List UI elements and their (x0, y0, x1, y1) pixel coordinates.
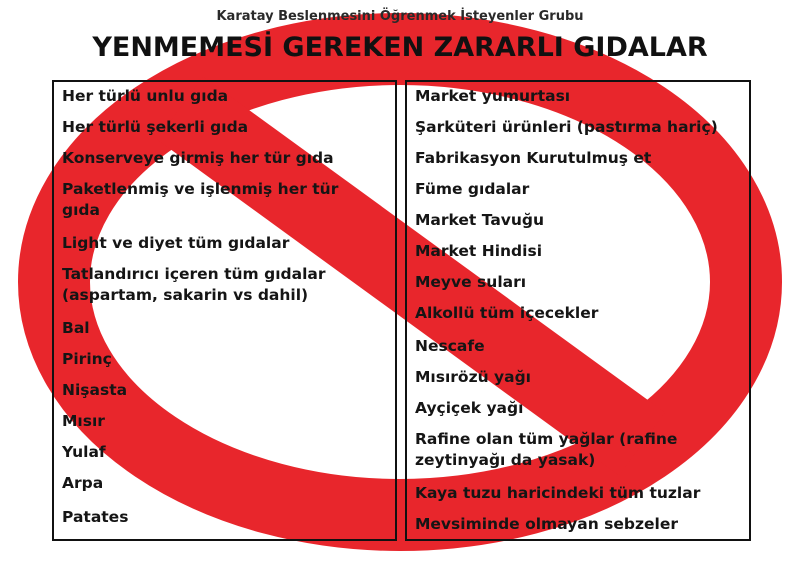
right-list-item: Nescafe (415, 337, 485, 355)
right-list-item: Fabrikasyon Kurutulmuş et (415, 149, 652, 167)
right-list-item: Füme gıdalar (415, 180, 530, 198)
right-list-item: Rafine olan tüm yağlar (rafine zeytinyağı da yasak) (415, 430, 678, 469)
left-list-item: Konserveye girmiş her tür gıda (62, 149, 334, 167)
right-list-item: Şarküteri ürünleri (pastırma hariç) (415, 118, 718, 136)
left-list-item: Mısır (62, 412, 105, 430)
left-list-item: Tatlandırıcı içeren tüm gıdalar (aspartam, sakarin vs dahil) (62, 265, 326, 304)
left-list-item: Her türlü unlu gıda (62, 87, 229, 105)
right-list-item: Kaya tuzu haricindeki tüm tuzlar (415, 484, 701, 502)
left-list-item: Her türlü şekerli gıda (62, 118, 249, 136)
left-list-item: Yulaf (62, 443, 106, 461)
page-title: YENMEMESİ GEREKEN ZARARLI GIDALAR (92, 32, 708, 63)
left-list-item: Patates (62, 508, 129, 526)
left-list-item: Bal (62, 319, 90, 337)
right-list-item: Market Tavuğu (415, 211, 545, 229)
left-list-item: Pirinç (62, 350, 112, 368)
left-list-item: Arpa (62, 474, 104, 492)
group-name: Karatay Beslenmesini Öğrenmek İsteyenler Grubu (216, 9, 584, 24)
right-list-item: Alkollü tüm içecekler (415, 304, 599, 322)
left-list-item: Light ve diyet tüm gıdalar (62, 234, 290, 252)
right-list-item: Ayçiçek yağı (415, 399, 524, 417)
right-list-item: Market yumurtası (415, 87, 571, 105)
left-list-item: Paketlenmiş ve işlenmiş her tür gıda (62, 180, 339, 219)
right-list-item: Market Hindisi (415, 242, 543, 260)
left-list-item: Nişasta (62, 381, 128, 399)
right-list-item: Mevsiminde olmayan sebzeler (415, 515, 679, 533)
right-list-item: Meyve suları (415, 273, 527, 291)
right-list-item: Mısırözü yağı (415, 368, 531, 386)
